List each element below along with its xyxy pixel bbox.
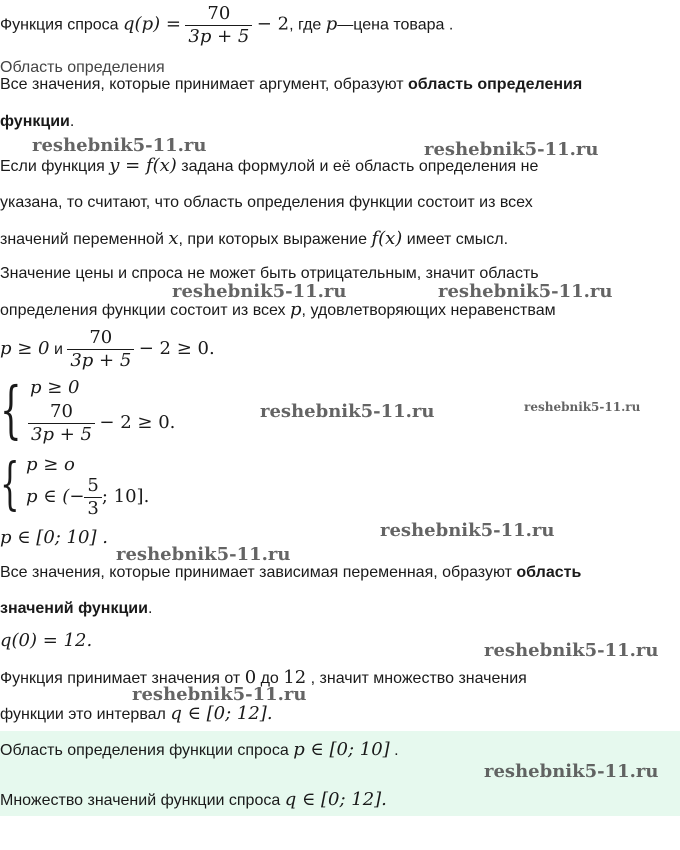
system1-fraction [28, 401, 95, 446]
system2-frac-num: 5 [87, 475, 99, 497]
domain-result: p ∈ [0; 10] . [0, 527, 108, 548]
answer-line2-text: Множество значений функции спроса [0, 792, 281, 809]
watermark-9: reshebnik5-11.ru [484, 640, 659, 661]
system2-row2 [26, 474, 149, 521]
para-price-line1: Значение цены и спроса не может быть отрицательным, значит область [0, 265, 539, 282]
ineq-fraction [67, 327, 134, 372]
para-values-zero: 0 [244, 667, 257, 688]
q0-line: q(0) = 12. [0, 630, 93, 651]
system2-row2-b: ; 10]. [101, 486, 150, 507]
watermark-3: reshebnik5-11.ru [172, 281, 347, 302]
para-values-line2-a: функции это интервал [0, 706, 166, 723]
intro-line [0, 3, 453, 48]
ineq-and: и [53, 341, 63, 358]
watermark-2: reshebnik5-11.ru [424, 139, 599, 160]
para-values-line2 [0, 703, 273, 726]
para-values-line1-a: Функция принимает значения от [0, 670, 241, 687]
system1-frac-num: 70 [50, 401, 73, 423]
intro-fraction [185, 3, 252, 48]
system1-row1: p ≥ 0 [30, 377, 80, 398]
system2-brace: { [0, 452, 20, 517]
watermark-6: reshebnik5-11.ru [524, 400, 641, 414]
answer-line2 [0, 789, 387, 812]
para-values-twelve: 12 [283, 667, 307, 688]
para-range-line1 [0, 562, 581, 584]
para-domain-bold: область определения [408, 76, 583, 93]
para-price-line2-b: , удовлетворяющих неравенствам [301, 302, 556, 319]
para-formula-line1-a: Если функция [0, 158, 105, 175]
intro-q-of-p: q(p) = [123, 13, 181, 35]
para-formula-line2: указана, то считают, что область определения функции состоит из всех [0, 194, 533, 211]
watermark-8: reshebnik5-11.ru [116, 544, 291, 565]
system1-brace: { [0, 373, 22, 446]
para-range-line2 [0, 598, 152, 620]
para-formula-line3-c: имеет смысл. [406, 231, 509, 248]
para-range-end: . [147, 600, 153, 617]
para-formula-fx: f(x) [371, 228, 403, 249]
para-range-bold: область [516, 564, 582, 581]
intro-frac-den: 3p + 5 [185, 25, 252, 48]
intro-p-var: p [325, 13, 338, 35]
intro-dash-price: —цена товара . [337, 16, 454, 34]
para-domain-end: . [69, 113, 75, 130]
intro-minus-two: − 2 [256, 13, 290, 35]
para-domain-line2 [0, 111, 74, 133]
watermark-11: reshebnik5-11.ru [484, 761, 659, 782]
answer-line1 [0, 739, 399, 762]
intro-prefix: Функция спроса [0, 16, 119, 34]
para-formula-line3-a: значений переменной [0, 231, 164, 248]
ineq-line [0, 326, 215, 373]
para-range-text: Все значения, которые принимает зависимая переменная, образуют [0, 564, 512, 581]
ineq-frac-num: 70 [89, 327, 113, 349]
para-price-p: p [290, 299, 302, 320]
watermark-4: reshebnik5-11.ru [438, 281, 613, 302]
para-formula-math-yfx: y = f(x) [109, 155, 177, 176]
ineq-a: p ≥ 0 [0, 338, 50, 359]
system2-row2-a: p ∈ (− [26, 486, 85, 507]
para-values-line1-b: , значит множество значения [310, 670, 527, 687]
para-domain-line1 [0, 74, 582, 96]
para-range-bold2: значений функции [0, 600, 148, 617]
para-domain-bold2: функции [0, 113, 70, 130]
para-price-line2 [0, 299, 556, 322]
intro-frac-num: 70 [207, 3, 231, 24]
system2-row1: p ≥ o [26, 454, 75, 475]
answer-line1-math: p ∈ [0; 10] [293, 739, 390, 760]
para-values-to: до [260, 670, 279, 687]
ineq-b: − 2 ≥ 0. [138, 338, 215, 359]
watermark-5: reshebnik5-11.ru [260, 401, 435, 422]
watermark-1: reshebnik5-11.ru [32, 135, 207, 156]
para-domain-text: Все значения, которые принимает аргумент, образуют [0, 76, 404, 93]
watermark-10: reshebnik5-11.ru [132, 684, 307, 705]
ineq-frac-den: 3p + 5 [67, 349, 134, 372]
answer-line2-math: q ∈ [0; 12]. [284, 789, 387, 810]
system2-fraction [84, 475, 101, 520]
para-formula-line3-b: , при которых выражение [178, 231, 368, 248]
system1-frac-den: 3p + 5 [28, 423, 95, 446]
para-formula-line1-b: задана формулой и её область определения не [181, 158, 539, 175]
intro-suffix-where: , где [289, 16, 322, 34]
system1-row2-tail: − 2 ≥ 0. [99, 412, 176, 433]
para-formula-x: x [168, 228, 179, 249]
watermark-7: reshebnik5-11.ru [380, 520, 555, 541]
system2-frac-den: 3 [84, 497, 101, 520]
system1-row2 [28, 400, 175, 447]
answer-line1-text: Область определения функции спроса [0, 742, 289, 759]
para-values-math: q ∈ [0; 12]. [170, 703, 273, 724]
para-price-line2-a: определения функции состоит из всех [0, 302, 286, 319]
para-formula-line3 [0, 228, 508, 251]
answer-line1-end: . [394, 742, 399, 759]
domain-heading-cut: Область определения [0, 59, 165, 76]
